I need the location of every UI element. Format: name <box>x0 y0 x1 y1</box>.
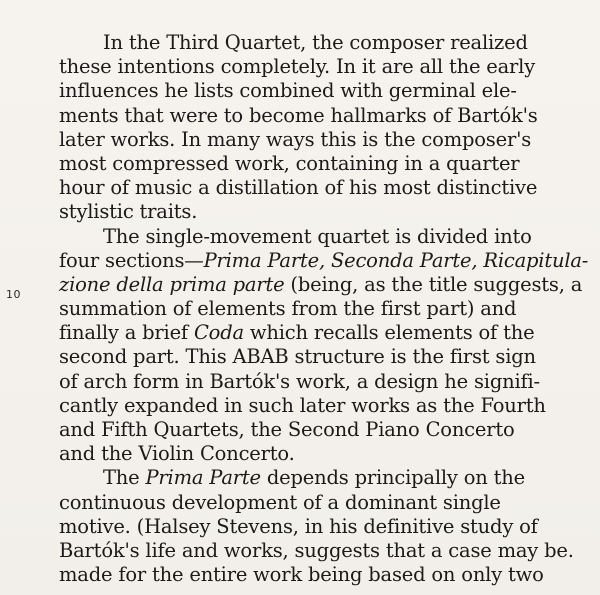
italic-text-run: Prima Parte <box>145 466 261 490</box>
text-run: finally a brief <box>59 321 194 345</box>
text-line <box>59 345 536 369</box>
italic-text-run: Prima Parte, Seconda Parte, Ricapitula- <box>203 248 589 272</box>
text-run: The single-movement quartet is divided into <box>103 224 532 248</box>
text-run: and Fifth Quartets, the Second Piano Concerto <box>59 418 515 441</box>
text-line <box>59 442 529 466</box>
text-run: second part. This ABAB structure is the first sign <box>59 345 536 369</box>
text-line <box>59 31 529 55</box>
text-line <box>59 466 529 490</box>
text-line <box>59 103 538 128</box>
text-line <box>59 491 529 515</box>
text-run: made for the entire work being based on only two <box>59 563 544 587</box>
text-run: most compressed work, containing in a quarter <box>59 151 520 175</box>
text-run: which recalls elements of the <box>243 321 535 345</box>
paragraph-2 <box>59 224 589 467</box>
text-run: motive. (Halsey Stevens, in his definitive study of <box>59 514 538 538</box>
text-line <box>59 152 529 176</box>
text-line <box>59 127 532 152</box>
text-line <box>59 321 535 345</box>
text-line <box>59 369 540 394</box>
text-run: Bartók's life and works, suggests that a case may be. <box>59 538 574 562</box>
text-line <box>59 248 589 273</box>
text-run: summation of elements from the first part) and <box>59 297 517 321</box>
text-run: stylistic traits. <box>59 200 198 224</box>
text-line <box>59 393 546 418</box>
text-line <box>59 538 574 563</box>
text-run: The <box>103 466 146 490</box>
italic-text-run: zione della prima parte <box>59 272 285 296</box>
paragraph-3 <box>59 466 574 587</box>
text-run: cantly expanded in such later works as the Fourth <box>59 393 546 417</box>
text-line <box>59 224 532 249</box>
text-line <box>59 514 538 539</box>
text-line <box>59 297 529 321</box>
text-line <box>59 272 583 297</box>
text-run: depends principally on the <box>260 466 525 490</box>
text-run: influences he lists combined with germinal ele- <box>59 79 517 103</box>
text-run: later works. In many ways this is the composer's <box>59 127 532 151</box>
text-run: and the Violin Concerto. <box>59 442 295 466</box>
text-run: of arch form in Bartók's work, a design he signifi- <box>59 369 540 393</box>
text-run: hour of music a distillation of his most distinctive <box>59 176 538 200</box>
text-run: these intentions completely. In it are all the early <box>59 55 536 79</box>
paragraph-1 <box>59 31 538 225</box>
italic-text-run: Coda <box>193 321 244 345</box>
page-number: 10 <box>6 288 21 301</box>
text-line <box>59 563 544 587</box>
text-line <box>59 418 529 442</box>
text-run: four sections— <box>59 248 204 272</box>
text-run: (being, as the title suggests, a <box>284 272 583 296</box>
text-run: continuous development of a dominant single <box>59 490 501 514</box>
text-line <box>59 176 538 200</box>
body-text <box>59 31 589 587</box>
text-line <box>59 79 529 103</box>
text-run: In the Third Quartet, the composer realized <box>103 31 528 54</box>
text-line <box>59 200 529 224</box>
text-run: ments that were to become hallmarks of Bartók's <box>59 103 538 127</box>
text-line <box>59 55 536 79</box>
